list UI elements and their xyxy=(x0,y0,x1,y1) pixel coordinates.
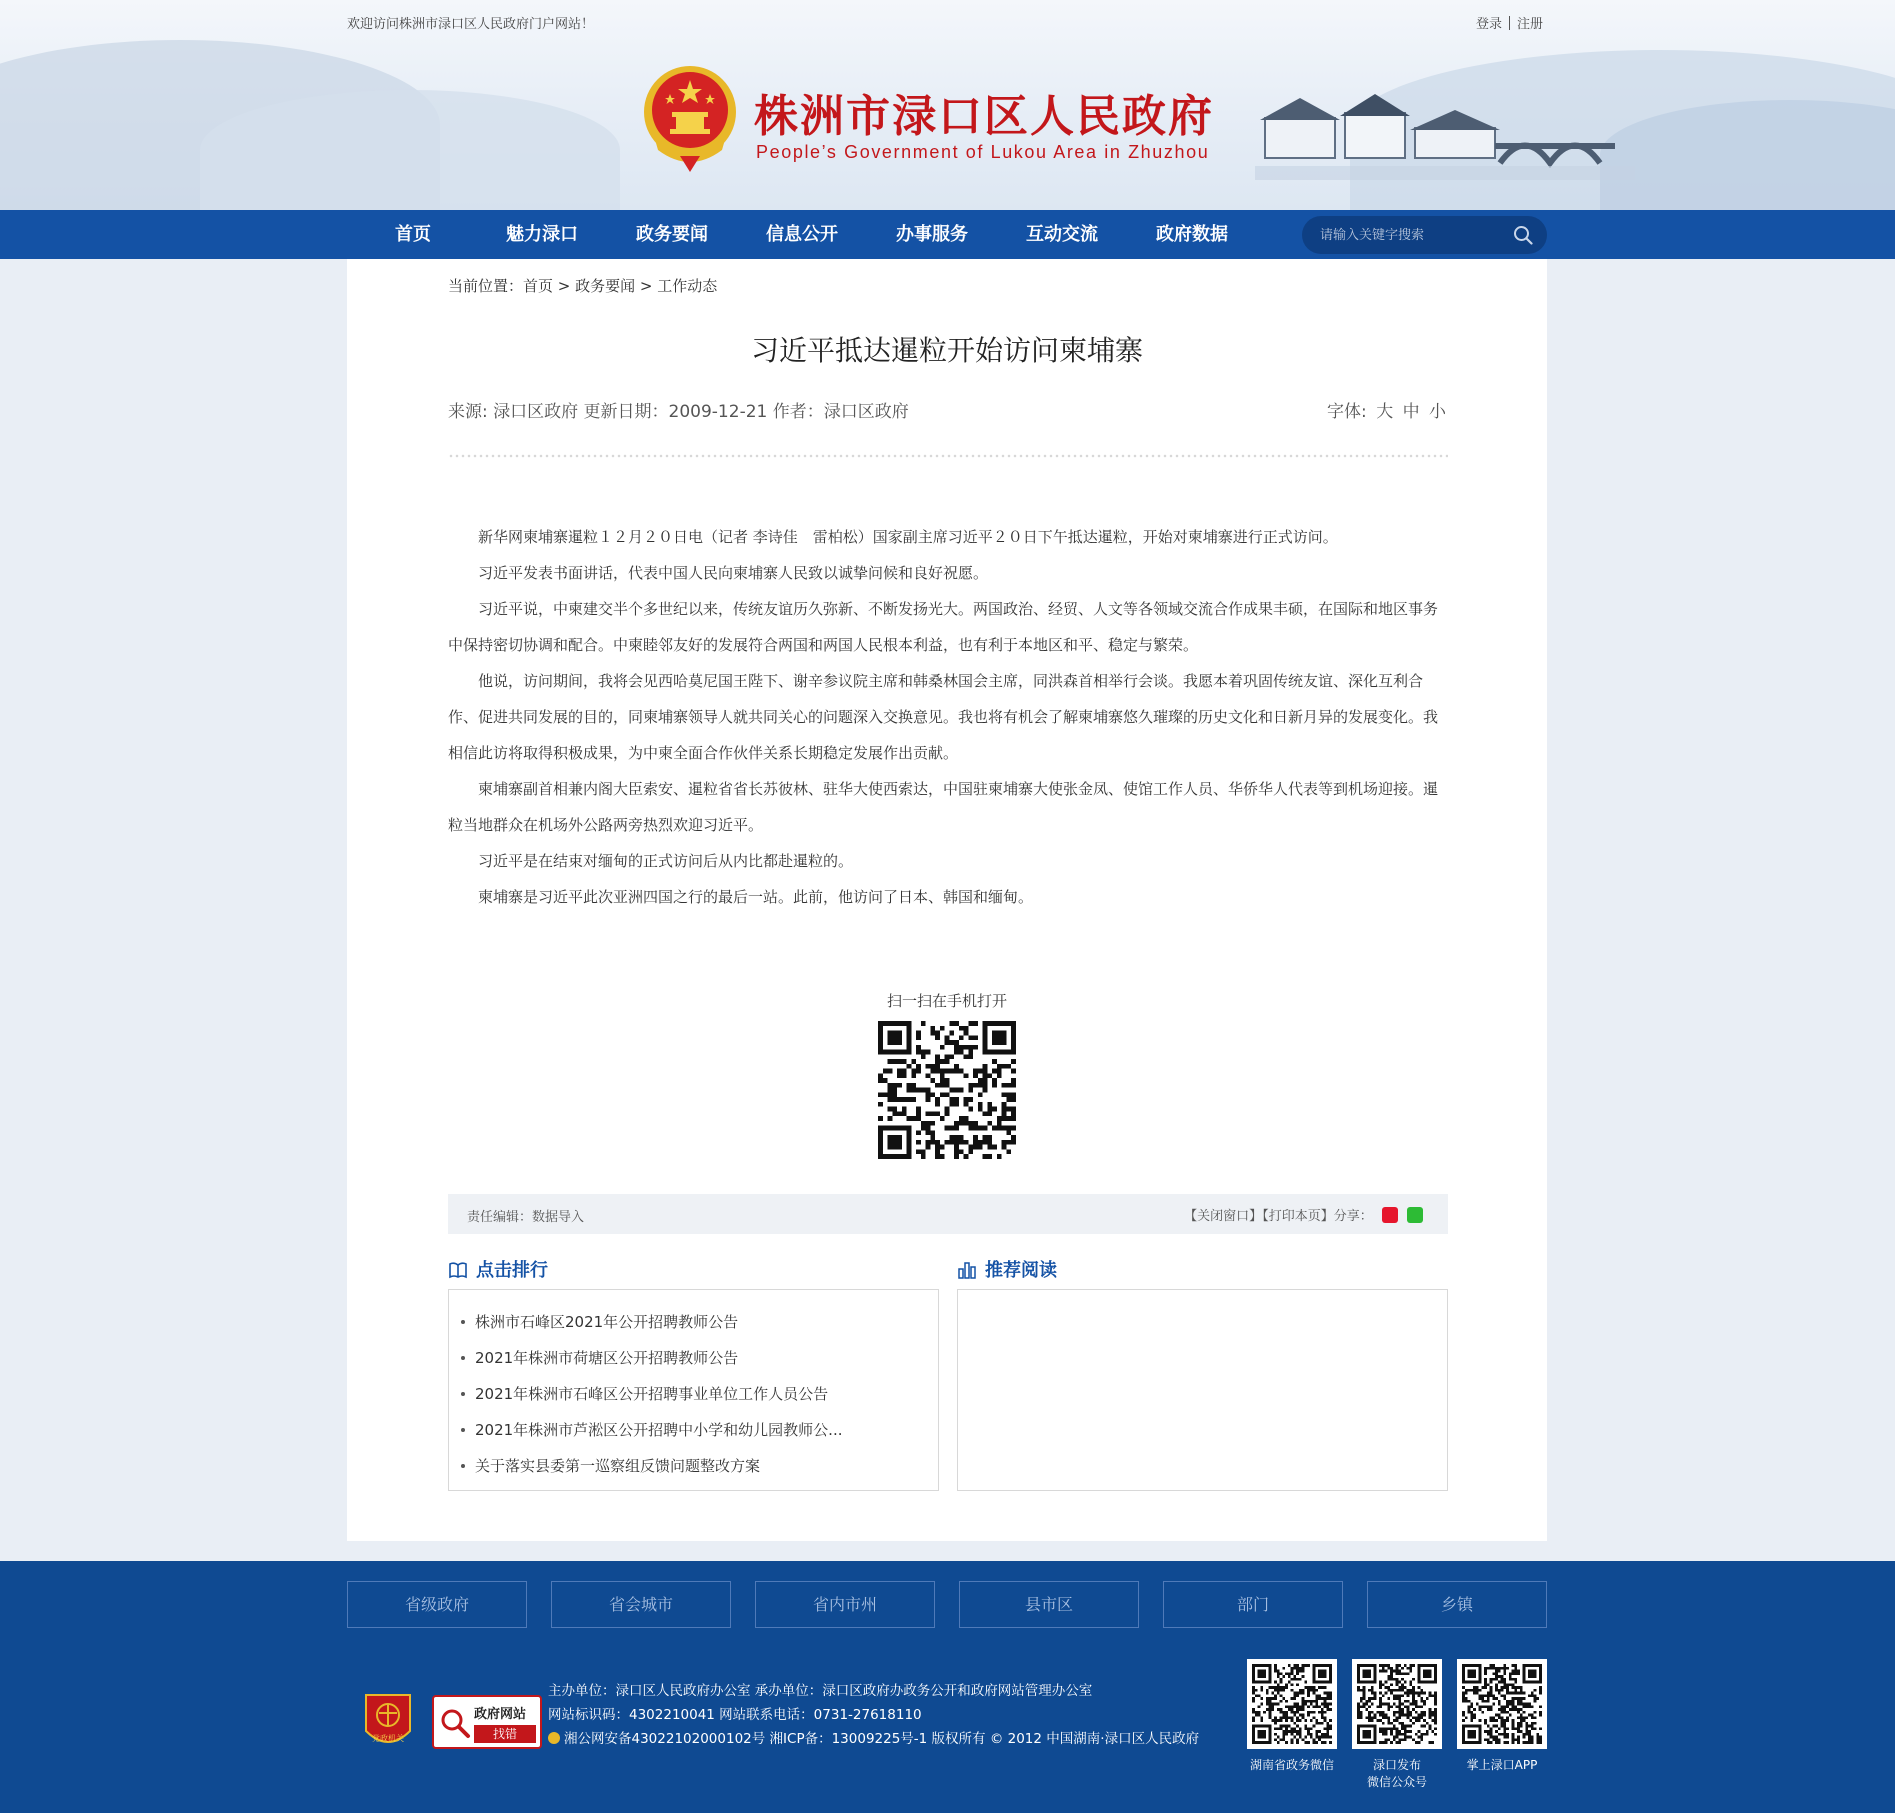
article-paragraph: 柬埔寨是习近平此次亚洲四国之行的最后一站。此前，他访问了日本、韩国和缅甸。 xyxy=(478,888,1034,906)
footer-link-cities[interactable]: 省内市州 xyxy=(755,1581,935,1628)
list-item[interactable] xyxy=(461,1340,938,1376)
font-size-medium[interactable]: 中 xyxy=(1402,402,1420,422)
divider xyxy=(1509,16,1510,30)
site-header xyxy=(0,0,1895,210)
footer-sponsor: 主办单位：渌口区人民政府办公室 承办单位：渌口区政府办政务公开和政府网站管理办公室 xyxy=(548,1683,1093,1699)
bullet-icon xyxy=(461,1392,465,1396)
list-item-label: 关于落实县委第一巡察组反馈问题整改方案 xyxy=(475,1457,761,1475)
weibo-share-icon[interactable] xyxy=(1382,1207,1398,1223)
nav-item-data[interactable]: 政府数据 xyxy=(1156,224,1228,245)
bar-chart-icon xyxy=(957,1260,977,1280)
breadcrumb xyxy=(448,275,717,296)
nav-item-home[interactable]: 首页 xyxy=(395,224,431,245)
article-meta: 来源: 渌口区政府 更新日期：2009-12-21 作者：渌口区政府 xyxy=(448,402,909,422)
share-label: 分享： xyxy=(1333,1209,1373,1224)
ranking-title: 点击排行 xyxy=(476,1260,548,1281)
list-item-label: 2021年株洲市芦淞区公开招聘中小学和幼儿园教师公... xyxy=(475,1421,843,1439)
badge-text: 党政机关 xyxy=(372,1734,404,1743)
main-nav xyxy=(0,210,1895,259)
nav-item-charm[interactable]: 魅力渌口 xyxy=(506,224,578,245)
divider xyxy=(448,453,1448,459)
list-item-label: 2021年株洲市荷塘区公开招聘教师公告 xyxy=(475,1349,739,1367)
breadcrumb-home[interactable]: 首页 xyxy=(523,277,554,295)
book-icon xyxy=(448,1260,468,1280)
nav-inner xyxy=(347,210,1547,259)
site-title: 株洲市渌口区人民政府 xyxy=(754,91,1214,142)
footer-link-province[interactable]: 省级政府 xyxy=(347,1581,527,1628)
font-size-small[interactable]: 小 xyxy=(1429,402,1446,422)
mountain-decoration xyxy=(200,90,620,210)
main-content xyxy=(347,259,1547,1541)
article-body xyxy=(448,519,1448,915)
font-size-switcher xyxy=(1327,397,1446,422)
article-paragraph: 习近平发表书面讲话，代表中国人民向柬埔寨人民致以诚挚问候和良好祝愿。 xyxy=(478,564,989,582)
login-link[interactable]: 登录 xyxy=(1475,17,1502,32)
search-icon[interactable] xyxy=(1513,225,1533,245)
ranking-list xyxy=(449,1290,938,1484)
register-link[interactable]: 注册 xyxy=(1516,17,1543,32)
footer-copyright-row xyxy=(548,1727,1199,1751)
article-paragraph: 习近平是在结束对缅甸的正式访问后从内比都赴暹粒的。 xyxy=(478,852,854,870)
editor-label: 责任编辑：数据导入 xyxy=(467,1210,585,1225)
breadcrumb-separator: > xyxy=(553,277,576,295)
list-item[interactable] xyxy=(461,1376,938,1412)
nav-item-news[interactable]: 政务要闻 xyxy=(636,224,708,245)
qr-caption: 湖南省政务微信 xyxy=(1249,1758,1334,1772)
search-box xyxy=(1302,216,1547,254)
article-tools xyxy=(1184,1205,1423,1224)
recommend-header xyxy=(957,1256,1057,1282)
wechat-share-icon[interactable] xyxy=(1407,1207,1423,1223)
article-paragraph: 柬埔寨副首相兼内阁大臣索安、暹粒省省长苏彼林、驻华大使西索达，中国驻柬埔寨大使张金凤、使馆工作人员、华侨华人代表等到机场迎接。暹粒当地群众在机场外公路两旁热烈欢迎习近平。 xyxy=(448,780,1439,834)
magnifier-icon xyxy=(438,1706,472,1740)
search-input[interactable] xyxy=(1320,225,1500,245)
footer-qr-wechat xyxy=(1247,1659,1337,1749)
breadcrumb-news[interactable]: 政务要闻 xyxy=(575,277,636,295)
article-title: 习近平抵达暹粒开始访问柬埔寨 xyxy=(750,334,1143,367)
recommend-title: 推荐阅读 xyxy=(985,1260,1057,1281)
bullet-icon xyxy=(461,1356,465,1360)
bullet-icon xyxy=(461,1428,465,1432)
footer-site-id: 网站标识码：4302210041 网站联系电话：0731-27618110 xyxy=(548,1707,922,1723)
bullet-icon xyxy=(461,1464,465,1468)
footer-qr-official xyxy=(1352,1659,1442,1749)
ranking-box xyxy=(448,1289,939,1491)
village-illustration xyxy=(1255,88,1635,188)
footer-link-towns[interactable]: 乡镇 xyxy=(1367,1581,1547,1628)
report-error-badge[interactable] xyxy=(432,1695,542,1749)
bullet-icon xyxy=(461,1320,465,1324)
nav-item-interact[interactable]: 互动交流 xyxy=(1026,224,1098,245)
footer-link-counties[interactable]: 县市区 xyxy=(959,1581,1139,1628)
breadcrumb-work[interactable]: 工作动态 xyxy=(657,277,718,295)
nav-item-services[interactable]: 办事服务 xyxy=(896,224,968,245)
list-item-label: 株洲市石峰区2021年公开招聘教师公告 xyxy=(475,1313,739,1331)
font-size-label: 字体: xyxy=(1327,402,1367,422)
list-item[interactable] xyxy=(461,1448,938,1484)
close-window-link[interactable]: 【关闭窗口】 xyxy=(1184,1209,1263,1224)
editor-bar xyxy=(448,1194,1448,1234)
footer-link-capitals[interactable]: 省会城市 xyxy=(551,1581,731,1628)
report-error-sub: 找错 xyxy=(474,1725,536,1743)
qr-code-icon xyxy=(1357,1664,1437,1744)
qr-code-icon xyxy=(1252,1664,1332,1744)
list-item[interactable] xyxy=(461,1412,938,1448)
footer-link-departments[interactable]: 部门 xyxy=(1163,1581,1343,1628)
font-size-large[interactable]: 大 xyxy=(1376,402,1394,422)
footer-qr-app xyxy=(1457,1659,1547,1749)
site-footer xyxy=(0,1561,1895,1813)
qr-caption: 掌上渌口APP xyxy=(1466,1758,1538,1772)
welcome-text: 欢迎访问株洲市渌口区人民政府门户网站！ xyxy=(347,17,595,32)
list-item[interactable] xyxy=(461,1304,938,1340)
site-subtitle: People’s Government of Lukou Area in Zhuzhou xyxy=(756,142,1210,162)
qr-caption: 渌口发布 微信公众号 xyxy=(1366,1758,1427,1789)
police-badge-icon xyxy=(548,1732,560,1744)
national-emblem-icon xyxy=(640,64,740,176)
footer-info xyxy=(548,1679,1199,1751)
qr-label: 扫一扫在手机打开 xyxy=(886,992,1007,1010)
article-paragraph: 习近平说，中柬建交半个多世纪以来，传统友谊历久弥新、不断发扬光大。两国政治、经贸、人文等各领域交流合作成果丰硕，在国际和地区事务中保持密切协调和配合。中柬睦邻友好的发展符合两国和两国人民根本利益，也有利于本地区和平、稳定与繁荣。 xyxy=(448,600,1439,654)
nav-item-info[interactable]: 信息公开 xyxy=(766,224,838,245)
account-links xyxy=(1476,13,1543,32)
qr-code-icon xyxy=(878,1021,1016,1159)
qr-code-icon xyxy=(1462,1664,1542,1744)
recommend-box xyxy=(957,1289,1448,1491)
breadcrumb-separator: > xyxy=(635,277,658,295)
footer-copyright: 湘公网安备43022102000102号 湘ICP备：13009225号-1 版权所有 © 2012 中国湖南·渌口区人民政府 xyxy=(564,1731,1200,1747)
ranking-header xyxy=(448,1256,548,1282)
party-govt-badge-icon[interactable] xyxy=(362,1691,414,1753)
article-paragraph: 新华网柬埔寨暹粒１２月２０日电（记者 李诗佳 雷柏松）国家副主席习近平２０日下午抵达暹粒，开始对柬埔寨进行正式访问。 xyxy=(478,528,1338,546)
report-error-label: 政府网站 xyxy=(474,1707,527,1722)
list-item-label: 2021年株洲市石峰区公开招聘事业单位工作人员公告 xyxy=(475,1385,829,1403)
breadcrumb-prefix: 当前位置： xyxy=(448,277,524,295)
print-page-link[interactable]: 【打印本页】 xyxy=(1262,1209,1334,1224)
article-paragraph: 他说，访问期间，我将会见西哈莫尼国王陛下、谢辛参议院主席和韩桑林国会主席，同洪森首相举行会谈。我愿本着巩固传统友谊、深化互利合作、促进共同发展的目的，同柬埔寨领导人就共同关心的问题深入交换意见。我也将有机会了解柬埔寨悠久璀璨的历史文化和日新月异的发展变化。我相信此访将取得积极成果，为中柬全面合作伙伴关系长期稳定发展作出贡献。 xyxy=(448,672,1439,762)
